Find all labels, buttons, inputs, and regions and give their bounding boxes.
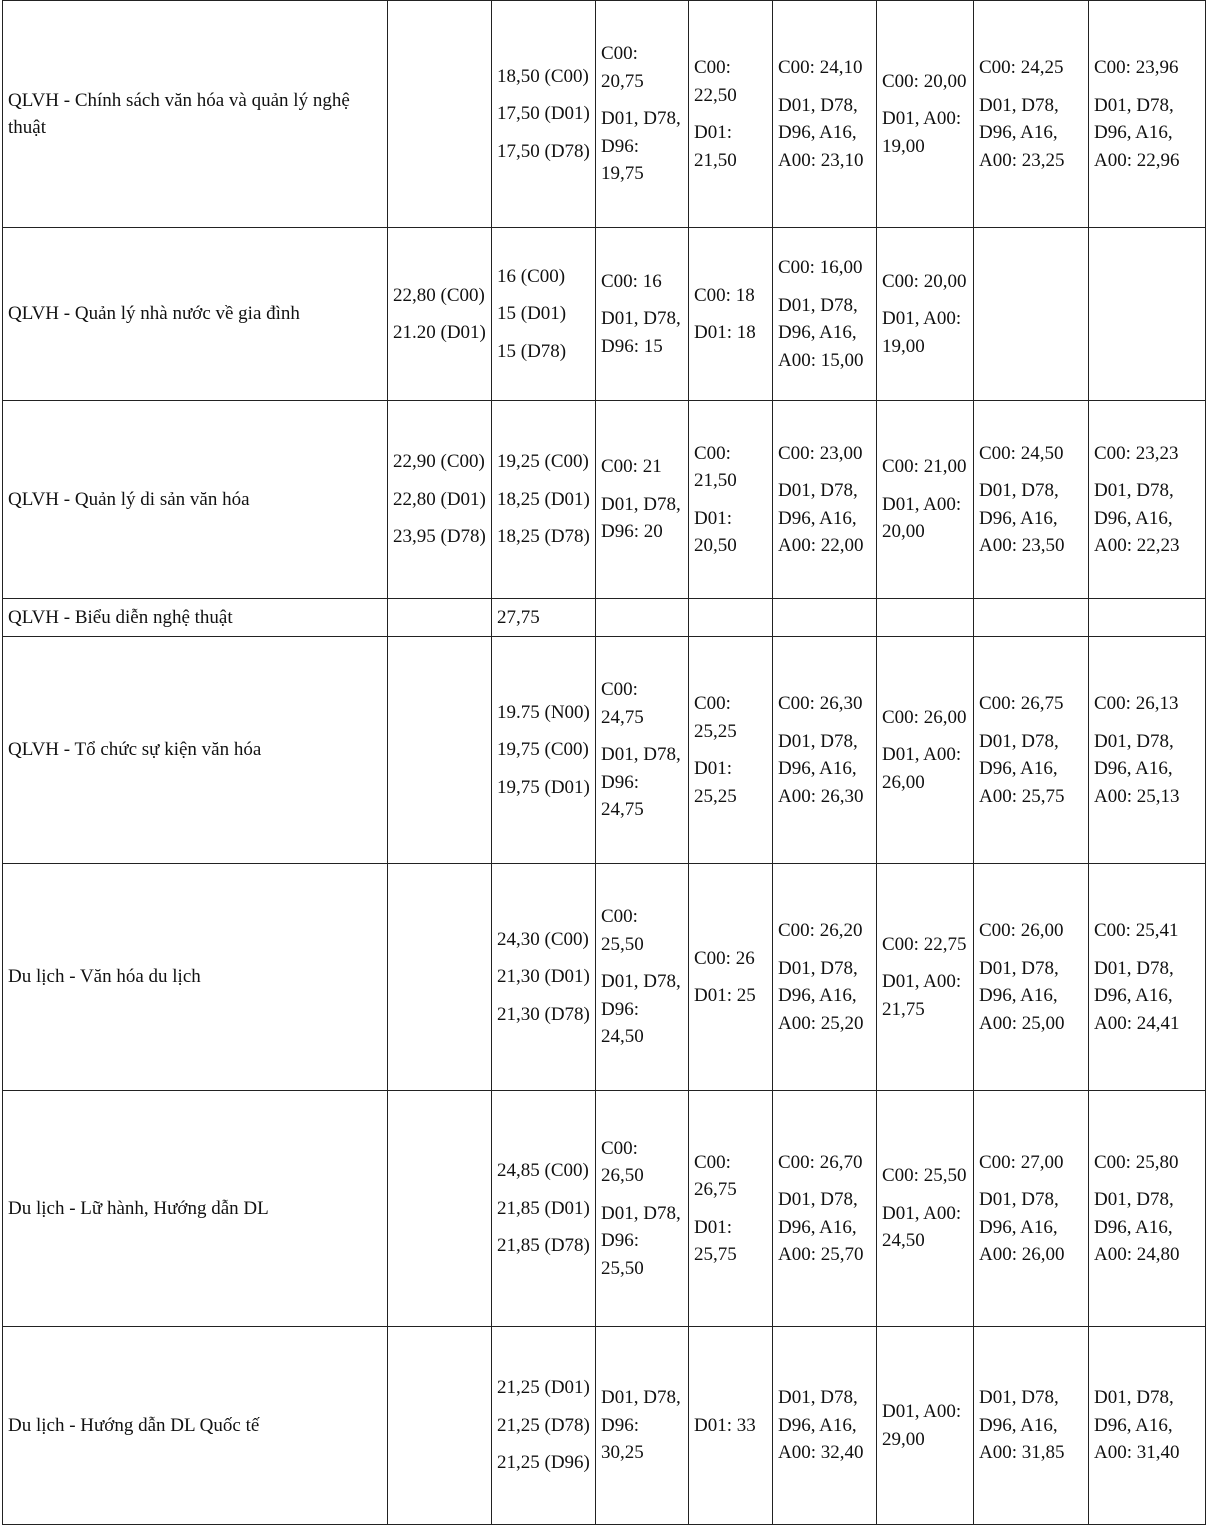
score-cell bbox=[877, 228, 974, 401]
score-cell bbox=[773, 228, 877, 401]
score-cell bbox=[974, 228, 1089, 401]
score-entry: D01, D78, D96, A16, A00: 23,10 bbox=[778, 94, 864, 171]
score-entry: C00: 20,00 bbox=[882, 270, 967, 292]
score-entry: C00: 25,25 bbox=[694, 693, 737, 742]
score-entry: 17,50 (D78) bbox=[497, 140, 590, 162]
score-cell bbox=[773, 637, 877, 864]
score-entry: 18,25 (D01) bbox=[497, 488, 590, 510]
score-entry: C00: 20,75 bbox=[601, 43, 644, 92]
score-entry: 19.75 (N00) bbox=[497, 701, 590, 723]
score-cell bbox=[974, 1327, 1089, 1525]
score-entry: C00: 26,50 bbox=[601, 1137, 644, 1187]
score-cell bbox=[877, 599, 974, 637]
score-cell bbox=[974, 599, 1089, 637]
major-name: QLVH - Biểu diễn nghệ thuật bbox=[3, 599, 388, 637]
score-entry: C00: 20,00 bbox=[882, 70, 967, 92]
score-entry: D01, D78, D96: 25,50 bbox=[601, 1202, 681, 1279]
score-cell bbox=[596, 864, 689, 1091]
score-entry: D01, D78, D96, A16, A00: 24,41 bbox=[1094, 957, 1180, 1034]
score-entry: 21,30 (D01) bbox=[497, 966, 590, 988]
score-cell bbox=[492, 599, 596, 637]
score-cell bbox=[596, 1, 689, 228]
score-entry: 19,75 (D01) bbox=[497, 776, 590, 798]
score-entry: C00: 23,00 bbox=[778, 442, 863, 464]
score-cell bbox=[1089, 637, 1206, 864]
score-entry: D01, D78, D96, A16, A00: 26,00 bbox=[979, 1189, 1065, 1265]
table-row bbox=[3, 228, 1206, 401]
score-entry: C00: 21 bbox=[601, 456, 662, 478]
score-cell bbox=[492, 1, 596, 228]
score-cell bbox=[492, 864, 596, 1091]
score-entry: 24,30 (C00) bbox=[497, 928, 589, 950]
table-body bbox=[3, 1, 1206, 1525]
score-cell bbox=[492, 1091, 596, 1327]
score-entry: C00: 26,75 bbox=[694, 1151, 737, 1200]
score-cell bbox=[1089, 228, 1206, 401]
score-cell bbox=[877, 401, 974, 599]
score-cell bbox=[773, 401, 877, 599]
major-name: Du lịch - Văn hóa du lịch bbox=[3, 864, 388, 1091]
score-entry: D01, D78, D96: 30,25 bbox=[601, 1387, 681, 1464]
score-entry: 21.20 (D01) bbox=[393, 322, 486, 343]
score-cell bbox=[974, 1, 1089, 228]
score-entry: 22,80 (C00) bbox=[393, 284, 485, 306]
table-row bbox=[3, 401, 1206, 599]
score-entry: C00: 25,80 bbox=[1094, 1151, 1179, 1173]
score-entry: C00: 26 bbox=[694, 947, 755, 969]
score-entry: D01: 25,75 bbox=[694, 1216, 737, 1265]
score-cell bbox=[974, 401, 1089, 599]
score-cell bbox=[689, 1327, 773, 1525]
score-entry: D01, D78, D96: 20 bbox=[601, 493, 681, 543]
score-entry: C00: 24,50 bbox=[979, 442, 1064, 464]
score-entry: C00: 26,13 bbox=[1094, 693, 1179, 714]
score-entry: D01: 25 bbox=[694, 985, 756, 1006]
major-name: QLVH - Tổ chức sự kiện văn hóa bbox=[3, 637, 388, 864]
score-entry: C00: 25,50 bbox=[882, 1165, 967, 1187]
score-cell bbox=[1089, 864, 1206, 1091]
score-entry: 21,25 (D78) bbox=[497, 1414, 590, 1436]
score-entry: 22,90 (C00) bbox=[393, 451, 485, 473]
score-entry: C00: 22,50 bbox=[694, 57, 737, 106]
score-cell bbox=[388, 637, 492, 864]
score-cell bbox=[596, 228, 689, 401]
score-cell bbox=[877, 864, 974, 1091]
score-entry: D01, A00: 29,00 bbox=[882, 1401, 962, 1450]
score-entry: D01, D78, D96: 15 bbox=[601, 308, 681, 357]
score-cell bbox=[1089, 1327, 1206, 1525]
score-entry: 22,80 (D01) bbox=[393, 488, 486, 510]
score-entry: 18,25 (D78) bbox=[497, 526, 590, 548]
score-entry: 21,25 (D96) bbox=[497, 1452, 590, 1474]
score-entry: D01: 20,50 bbox=[694, 507, 737, 556]
score-entry: D01, D78, D96, A16, A00: 25,13 bbox=[1094, 730, 1180, 807]
score-cell bbox=[689, 401, 773, 599]
score-entry: D01, D78, D96, A16, A00: 22,96 bbox=[1094, 94, 1180, 171]
score-entry: D01, D78, D96: 24,50 bbox=[601, 971, 681, 1048]
score-entry: C00: 26,00 bbox=[979, 920, 1064, 941]
score-entry: 21,30 (D78) bbox=[497, 1003, 590, 1025]
table-row bbox=[3, 1091, 1206, 1327]
score-entry: D01: 18 bbox=[694, 322, 756, 343]
score-entry: D01, D78, D96, A16, A00: 23,25 bbox=[979, 94, 1065, 171]
score-cell bbox=[974, 864, 1089, 1091]
score-cell bbox=[1089, 401, 1206, 599]
score-cell bbox=[877, 1, 974, 228]
score-entry: D01, A00: 26,00 bbox=[882, 744, 962, 793]
score-entry: D01, D78, D96, A16, A00: 26,30 bbox=[778, 730, 864, 807]
score-entry: 19,75 (C00) bbox=[497, 739, 589, 761]
score-entry: D01: 33 bbox=[694, 1414, 756, 1436]
score-cell bbox=[388, 1091, 492, 1327]
score-cell bbox=[388, 599, 492, 637]
score-cell bbox=[689, 228, 773, 401]
score-entry: C00: 22,75 bbox=[882, 933, 967, 955]
score-entry: D01, D78, D96: 24,75 bbox=[601, 744, 681, 821]
score-cell bbox=[492, 228, 596, 401]
score-entry: D01, D78, D96, A16, A00: 22,00 bbox=[778, 480, 864, 556]
score-entry: D01, A00: 21,75 bbox=[882, 971, 962, 1020]
major-name: Du lịch - Hướng dẫn DL Quốc tế bbox=[3, 1327, 388, 1525]
score-entry: 27,75 bbox=[497, 606, 540, 628]
admission-scores-table bbox=[2, 0, 1206, 1525]
score-entry: D01, A00: 19,00 bbox=[882, 308, 962, 357]
score-entry: C00: 23,23 bbox=[1094, 442, 1179, 464]
major-name: QLVH - Quản lý nhà nước về gia đình bbox=[3, 228, 388, 401]
table-row bbox=[3, 1327, 1206, 1525]
score-entry: D01, D78, D96, A16, A00: 32,40 bbox=[778, 1387, 864, 1464]
score-cell bbox=[689, 637, 773, 864]
score-entry: C00: 26,75 bbox=[979, 693, 1064, 714]
score-entry: 23,95 (D78) bbox=[393, 526, 486, 548]
score-entry: D01, D78, D96, A16, A00: 25,00 bbox=[979, 957, 1065, 1034]
score-entry: D01, D78, D96, A16, A00: 31,85 bbox=[979, 1387, 1065, 1464]
score-entry: C00: 26,30 bbox=[778, 693, 863, 714]
score-entry: 19,25 (C00) bbox=[497, 451, 589, 473]
score-entry: C00: 23,96 bbox=[1094, 57, 1179, 78]
score-cell bbox=[974, 637, 1089, 864]
score-entry: D01, D78, D96, A16, A00: 25,75 bbox=[979, 730, 1065, 807]
score-entry: D01, D78, D96, A16, A00: 24,80 bbox=[1094, 1189, 1180, 1265]
score-entry: C00: 27,00 bbox=[979, 1151, 1064, 1173]
major-name: QLVH - Chính sách văn hóa và quản lý nghệ thuật bbox=[3, 1, 388, 228]
score-cell bbox=[773, 1, 877, 228]
table-row bbox=[3, 637, 1206, 864]
score-cell bbox=[689, 1091, 773, 1327]
score-cell bbox=[773, 599, 877, 637]
score-cell bbox=[689, 599, 773, 637]
score-entry: 21,85 (D01) bbox=[497, 1197, 590, 1219]
score-entry: 21,85 (D78) bbox=[497, 1235, 590, 1257]
score-cell bbox=[596, 599, 689, 637]
score-entry: C00: 26,00 bbox=[882, 706, 967, 728]
score-entry: C00: 24,75 bbox=[601, 679, 644, 728]
score-entry: D01: 21,50 bbox=[694, 122, 737, 171]
score-entry: 18,50 (C00) bbox=[497, 65, 589, 87]
score-cell bbox=[596, 1091, 689, 1327]
score-entry: C00: 24,10 bbox=[778, 57, 863, 78]
score-cell bbox=[1089, 1091, 1206, 1327]
major-name: Du lịch - Lữ hành, Hướng dẫn DL bbox=[3, 1091, 388, 1327]
score-entry: D01, D78, D96, A16, A00: 25,70 bbox=[778, 1189, 864, 1265]
score-entry: 21,25 (D01) bbox=[497, 1377, 590, 1399]
score-cell bbox=[388, 864, 492, 1091]
score-cell bbox=[689, 1, 773, 228]
score-entry: C00: 21,50 bbox=[694, 442, 737, 491]
score-cell bbox=[596, 1327, 689, 1525]
score-cell bbox=[689, 864, 773, 1091]
score-entry: C00: 26,20 bbox=[778, 920, 863, 941]
table-row bbox=[3, 599, 1206, 637]
score-entry: D01, D78, D96, A16, A00: 25,20 bbox=[778, 957, 864, 1034]
score-cell bbox=[596, 401, 689, 599]
score-entry: D01, D78, D96, A16, A00: 23,50 bbox=[979, 480, 1065, 556]
score-entry: C00: 26,70 bbox=[778, 1151, 863, 1173]
score-cell bbox=[877, 1327, 974, 1525]
score-entry: C00: 16,00 bbox=[778, 257, 863, 278]
score-cell bbox=[1089, 599, 1206, 637]
score-entry: D01, D78, D96, A16, A00: 22,23 bbox=[1094, 480, 1180, 556]
score-entry: C00: 24,25 bbox=[979, 57, 1064, 78]
score-entry: D01, A00: 20,00 bbox=[882, 493, 962, 543]
score-cell bbox=[492, 401, 596, 599]
score-cell bbox=[492, 1327, 596, 1525]
score-cell bbox=[974, 1091, 1089, 1327]
major-name: QLVH - Quản lý di sản văn hóa bbox=[3, 401, 388, 599]
score-cell bbox=[388, 1327, 492, 1525]
score-entry: 15 (D78) bbox=[497, 340, 567, 362]
score-cell bbox=[492, 637, 596, 864]
score-entry: C00: 25,50 bbox=[601, 906, 644, 955]
score-entry: 16 (C00) bbox=[497, 265, 566, 287]
score-cell bbox=[388, 401, 492, 599]
score-entry: D01, D78, D96: 19,75 bbox=[601, 108, 681, 185]
score-entry: 24,85 (C00) bbox=[497, 1160, 589, 1182]
score-cell bbox=[877, 637, 974, 864]
score-entry: D01, A00: 24,50 bbox=[882, 1202, 962, 1252]
score-entry: 17,50 (D01) bbox=[497, 103, 590, 125]
score-cell bbox=[388, 228, 492, 401]
score-entry: D01: 25,25 bbox=[694, 758, 737, 807]
score-cell bbox=[877, 1091, 974, 1327]
score-cell bbox=[596, 637, 689, 864]
table-row bbox=[3, 864, 1206, 1091]
score-cell bbox=[388, 1, 492, 228]
score-entry: C00: 18 bbox=[694, 284, 755, 306]
score-cell bbox=[773, 1327, 877, 1525]
score-cell bbox=[773, 864, 877, 1091]
score-entry: C00: 25,41 bbox=[1094, 920, 1179, 941]
score-cell bbox=[773, 1091, 877, 1327]
score-entry: C00: 21,00 bbox=[882, 456, 967, 478]
score-entry: D01, D78, D96, A16, A00: 15,00 bbox=[778, 294, 864, 371]
score-cell bbox=[1089, 1, 1206, 228]
score-entry: D01, A00: 19,00 bbox=[882, 108, 962, 157]
score-entry: 15 (D01) bbox=[497, 303, 567, 325]
table-row bbox=[3, 1, 1206, 228]
score-entry: C00: 16 bbox=[601, 270, 662, 292]
score-entry: D01, D78, D96, A16, A00: 31,40 bbox=[1094, 1387, 1180, 1464]
